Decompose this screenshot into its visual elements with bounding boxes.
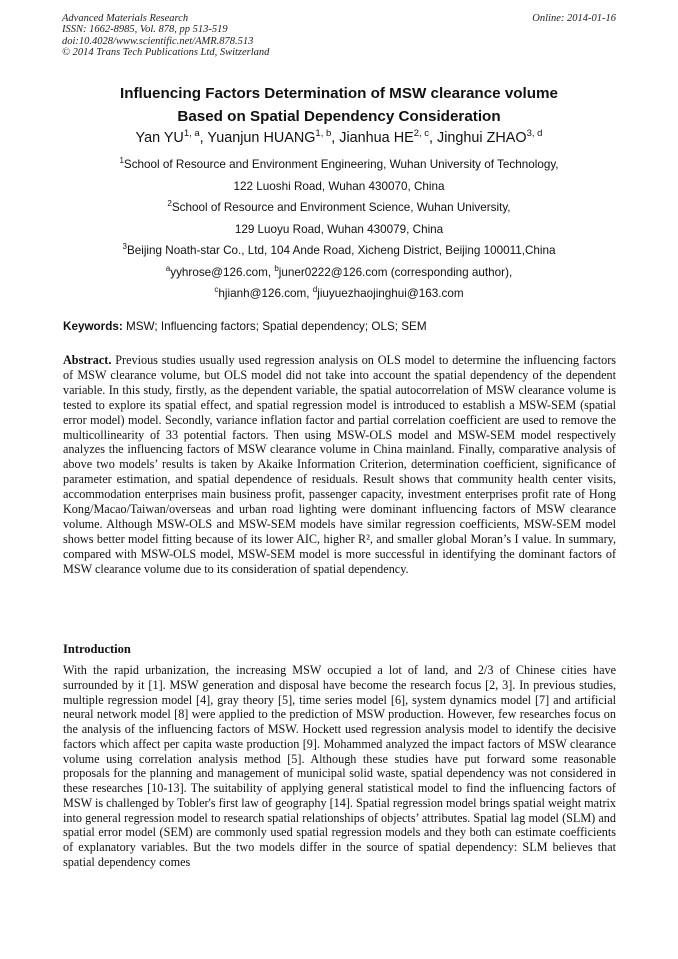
author-list: [40, 128, 638, 148]
affiliation-text: School of Resource and Environment Science, Wuhan University,: [171, 201, 511, 214]
author-affiliation-mark: 1, b: [315, 128, 332, 139]
affiliation-mark: 1: [119, 156, 124, 165]
journal-info: [62, 13, 269, 59]
abstract: [63, 353, 616, 577]
affiliation-mark: 3: [122, 242, 127, 251]
email-address: juner0222@126.com (corresponding author),: [278, 265, 513, 279]
affiliation-1-line-2: 122 Luoshi Road, Wuhan 430070, China: [233, 179, 445, 193]
introduction-heading: Introduction: [63, 642, 131, 656]
affiliation-2-line-2: 129 Luoyu Road, Wuhan 430079, China: [234, 222, 444, 236]
author-name: Jinghui ZHAO: [437, 130, 527, 146]
email-line-1: [40, 262, 638, 284]
affiliation-text: Beijing Noath-star Co., Ltd, 104 Ande Road, Xicheng District, Beijing 100011,China: [126, 244, 556, 257]
abstract-label: Abstract.: [63, 353, 112, 367]
online-date: Online: 2014-01-16: [532, 13, 616, 24]
email-mark: a: [165, 263, 171, 273]
keywords-label: Keywords:: [63, 320, 123, 333]
doi-line: doi:10.4028/www.scientific.net/AMR.878.513: [62, 35, 254, 47]
journal-name: Advanced Materials Research: [62, 13, 189, 24]
author-affiliation-mark: 2, c: [413, 128, 429, 139]
affiliations: [40, 154, 638, 305]
email-address: yyhrose@126.com,: [170, 265, 275, 279]
author-name: Jianhua HE: [339, 130, 414, 146]
keywords: [63, 319, 617, 334]
title-line-1: Influencing Factors Determination of MSW clearance volume: [120, 85, 558, 102]
issn-line: ISSN: 1662-8985, Vol. 878, pp 513-519: [62, 24, 228, 36]
email-mark: c: [214, 285, 219, 294]
affiliation-text: School of Resource and Environment Engineering, Wuhan University of Technology,: [123, 158, 559, 171]
introduction-text: With the rapid urbanization, the increasing MSW occupied a lot of land, and 2/3 of Chinese cities have surrounded by it [1]. MSW generation and disposal have become the research focus [2, 3]. In previous studies, multiple regression model [4], gray theory [5], time series model [6], system dynamics model [7] and artificial neural network model [8] were applied to the prediction of MSW production. However, few researches focus on the analysis of the influencing factors of MSW. Hockett used regression analysis model to identify the decisive factors which affect per capita waste production [9]. Mohammed analyzed the impact factors of MSW clearance volume using correlation analysis method [5]. Although these studies have put forward some reasonable proposals for the planning and management of municipal solid waste, spatial dependency was not considered in these researches [10-13]. The suitability of applying general statistical model to find the influencing factors of MSW is challenged by Tobler's first law of geography [14]. Spatial regression model brings spatial weight matrix into general regression model to research spatial relationships of objects’ attributes. Spatial lag model (SLM) and spatial error model (SEM) are commonly used spatial regression models and they both can estimate coefficients of explanatory variables. But the two models differ in the source of spatial dependency: SLM believes that spatial dependency comes: [63, 663, 616, 869]
author-affiliation-mark: 3, d: [526, 128, 543, 139]
abstract-text: Previous studies usually used regression analysis on OLS model to determine the influencing factors of MSW clearance volume, but OLS model did not take into account the spatial dependency of the dependent variable. In this study, firstly, as the dependent variable, the spatial autocorrelation of MSW clearance volume is tested to explore its spatial effect, and spatial regression model is introduced to establish a MSW-SEM (spatial error model) model. Secondly, variance inflation factor and partial correlation coefficient are used to remove the multicollinearity of 33 potential factors. Then using MSW-OLS model and MSW-SEM model respectively analyzes the influencing factors of MSW clearance volume in China mainland. Finally, comparative analysis of above two models’ results is taken by Akaike Information Criterion, determination coefficient, significance of parameter estimation, and spatial dependence of residuals. Result shows that community health center visits, accommodation enterprises main business profit, passenger capacity, investment enterprises profit rate of Hong Kong/Macao/Taiwan/overseas and urban road lighting were dominant influencing factors of MSW clearance volume. Although MSW-OLS and MSW-SEM models have similar regression coefficients, MSW-SEM model shows better model fitting because of its lower AIC, higher R², and smaller global Moran’s I value. In summary, compared with MSW-OLS model, MSW-SEM model is more successful in identifying the dominant factors of MSW clearance volume due to its consideration of spatial dependency.: [63, 353, 616, 576]
author-affiliation-mark: 1, a: [183, 128, 200, 139]
author-separator: ,: [331, 130, 340, 146]
affiliation-2-line-1: [40, 197, 638, 219]
paper-title: [40, 82, 638, 128]
affiliation-mark: 2: [167, 199, 172, 208]
author-separator: ,: [429, 130, 437, 146]
email-address: jiuyuezhaojinghui@163.com: [317, 287, 464, 300]
author-name: Yan YU: [135, 130, 184, 146]
email-line-2: [40, 283, 638, 305]
affiliation-1-line-1: [40, 154, 638, 176]
email-address: hjianh@126.com,: [218, 287, 313, 300]
copyright-line: © 2014 Trans Tech Publications Ltd, Switzerland: [62, 47, 270, 59]
title-line-2: Based on Spatial Dependency Consideration: [177, 108, 501, 125]
keywords-text: MSW; Influencing factors; Spatial dependency; OLS; SEM: [122, 320, 427, 333]
affiliation-3-line-1: [40, 240, 638, 262]
author-separator: ,: [199, 130, 208, 146]
author-name: Yuanjun HUANG: [207, 130, 316, 146]
email-mark: d: [312, 285, 318, 294]
email-mark: b: [274, 263, 279, 273]
